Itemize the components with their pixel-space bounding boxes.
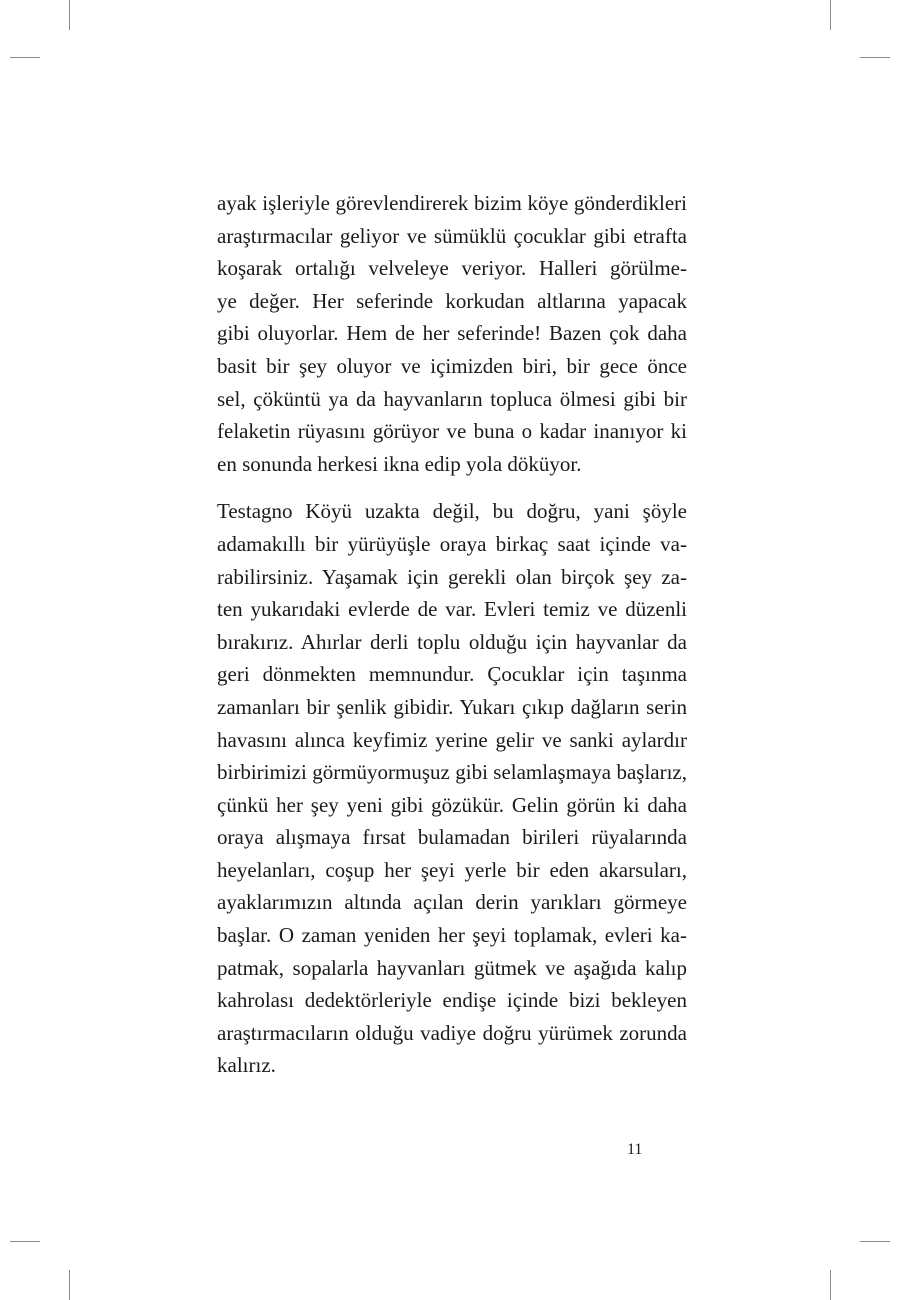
text-line: çünkü her şey yeni gibi gözükür. Gelin görün ki daha xyxy=(217,792,687,817)
text-line: patmak, sopalarla hayvanları gütmek ve aşağıda kalıp xyxy=(217,955,687,980)
crop-mark-right-top xyxy=(860,57,890,58)
paragraph-1 xyxy=(217,187,687,480)
text-line: kalırız. xyxy=(217,1053,276,1078)
text-line: zamanları bir şenlik gibidir. Yukarı çıkıp dağların serin xyxy=(217,694,687,719)
crop-mark-left-bottom xyxy=(10,1241,40,1242)
text-line: en sonunda herkesi ikna edip yola döküyor. xyxy=(217,451,582,476)
paragraph-2 xyxy=(217,495,687,1082)
text-line: geri dönmekten memnundur. Çocuklar için taşınma xyxy=(217,662,687,687)
crop-mark-left-top xyxy=(10,57,40,58)
text-line: ayak işleriyle görevlendirerek bizim köye gönderdikleri xyxy=(217,191,687,215)
text-line: havasını alınca keyfimiz yerine gelir ve sanki aylardır xyxy=(217,727,687,752)
crop-mark-top-right xyxy=(830,0,831,30)
crop-mark-top-left xyxy=(69,0,70,30)
text-line: sel, çöküntü ya da hayvanların topluca ölmesi gibi bir xyxy=(217,386,687,411)
text-line: heyelanları, coşup her şeyi yerle bir eden akarsuları, xyxy=(217,857,687,882)
text-line: oraya alışmaya fırsat bulamadan birileri rüyalarında xyxy=(217,825,687,850)
body-text xyxy=(217,187,687,1082)
paragraph-spacer xyxy=(217,480,687,495)
text-line: ye değer. Her seferinde korkudan altlarına yapacak xyxy=(217,288,687,313)
text-line: basit bir şey oluyor ve içimizden biri, bir gece önce xyxy=(217,353,687,378)
page-number: 11 xyxy=(627,1141,643,1158)
text-line: rabilirsiniz. Yaşamak için gerekli olan birçok şey za- xyxy=(217,564,687,589)
text-line: adamakıllı bir yürüyüşle oraya birkaç saat içinde va- xyxy=(217,531,687,556)
text-line: araştırmacıların olduğu vadiye doğru yürümek zorunda xyxy=(217,1020,687,1045)
text-line: gibi oluyorlar. Hem de her seferinde! Bazen çok daha xyxy=(217,321,687,346)
text-line: bırakırız. Ahırlar derli toplu olduğu için hayvanlar da xyxy=(217,629,687,654)
text-line: ayaklarımızın altında açılan derin yarıkları görmeye xyxy=(217,890,687,915)
crop-mark-right-bottom xyxy=(860,1241,890,1242)
text-line: koşarak ortalığı velveleye veriyor. Halleri görülme- xyxy=(217,256,687,281)
text-line: birbirimizi görmüyormuşuz gibi selamlaşmaya başlarız, xyxy=(217,760,687,785)
text-line: felaketin rüyasını görüyor ve buna o kadar inanıyor ki xyxy=(217,419,687,444)
text-line: Testagno Köyü uzakta değil, bu doğru, yani şöyle xyxy=(217,499,687,524)
text-line: kahrolası dedektörleriyle endişe içinde bizi bekleyen xyxy=(217,988,687,1013)
crop-mark-bottom-right xyxy=(830,1270,831,1300)
text-line: araştırmacılar geliyor ve sümüklü çocuklar gibi etrafta xyxy=(217,223,687,248)
crop-mark-bottom-left xyxy=(69,1270,70,1300)
text-line: başlar. O zaman yeniden her şeyi toplamak, evleri ka- xyxy=(217,923,687,948)
text-line: ten yukarıdaki evlerde de var. Evleri temiz ve düzenli xyxy=(217,597,687,622)
